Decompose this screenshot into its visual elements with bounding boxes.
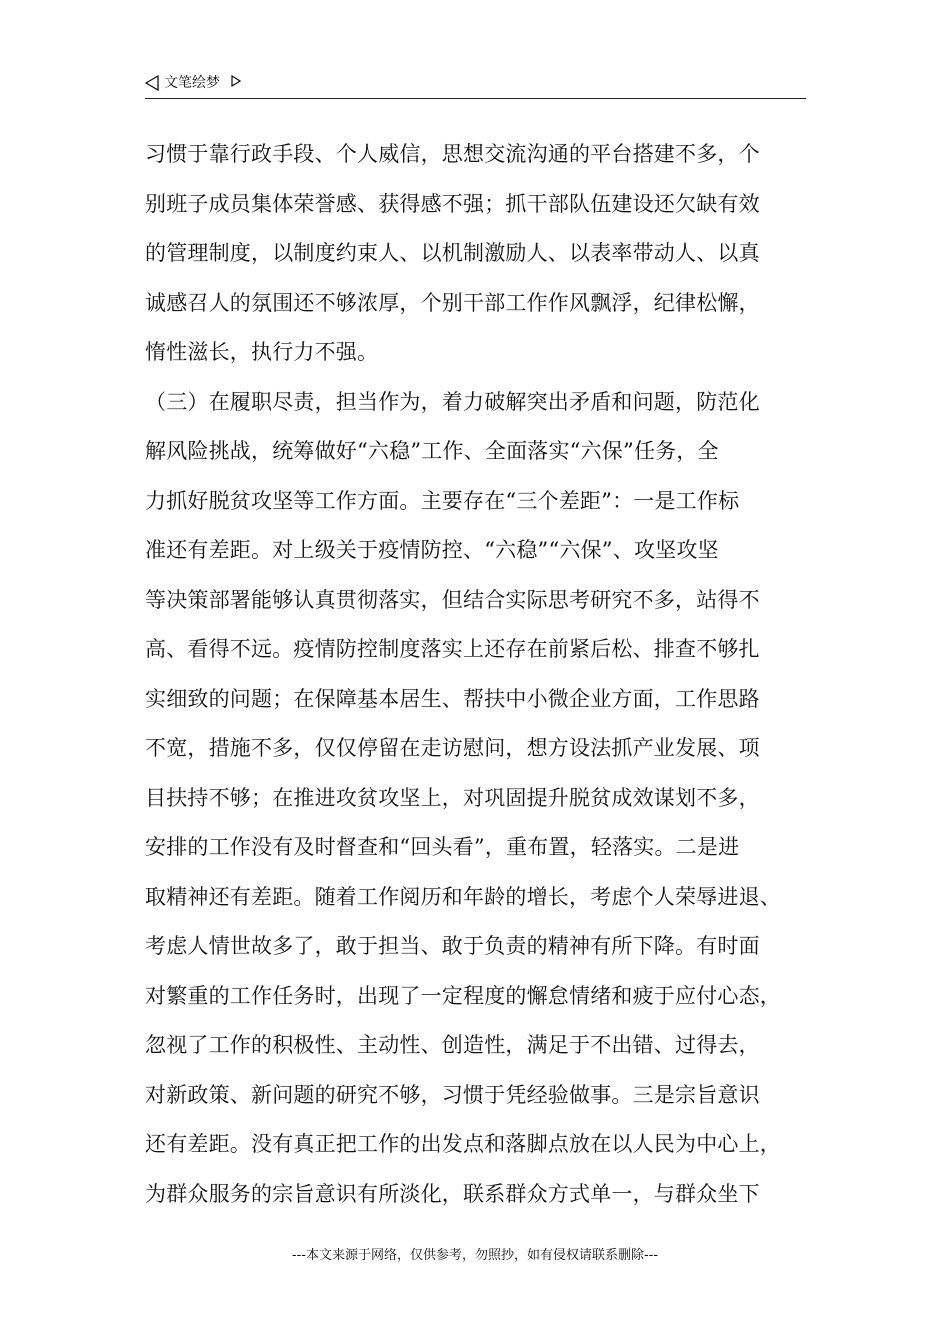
text-line: 考虑人情世故多了，敢于担当、敢于负责的精神有所下降。有时面: [145, 934, 760, 958]
text-line: 解风险挑战，统筹做好“六稳”工作、全面落实“六保”任务，全: [145, 439, 719, 463]
document-body: [145, 130, 815, 1219]
text-line: 为群众服务的宗旨意识有所淡化，联系群众方式单一，与群众坐下: [145, 1181, 760, 1206]
text-line: 等决策部署能够认真贯彻落实，但结合实际思考研究不多，站得不: [145, 587, 760, 612]
text-line: 对繁重的工作任务时，出现了一定程度的懈怠情绪和疲于应付心态，: [145, 983, 781, 1008]
text-line: 实细致的问题；在保障基本居生、帮扶中小微企业方面，工作思路: [145, 686, 760, 711]
text-line: 习惯于靠行政手段、个人威信，思想交流沟通的平台搭建不多，个: [145, 142, 760, 166]
text-line: 忽视了工作的积极性、主动性、创造性，满足于不出错、过得去，: [145, 1033, 760, 1057]
text-line: 目扶持不够；在推进攻贫攻坚上，对巩固提升脱贫成效谋划不多，: [145, 785, 760, 810]
text-line: 准还有差距。对上级关于疫情防控、“六稳”“六保”、攻坚攻坚: [145, 538, 719, 562]
text-line: 取精神还有差距。随着工作阅历和年龄的增长，考虑个人荣辱进退、: [145, 884, 781, 909]
text-line: 高、看得不远。疫情防控制度落实上还存在前紧后松、排查不够扎: [145, 637, 760, 661]
header-title: 文笔绘梦: [164, 75, 220, 91]
triangle-right-icon: [231, 75, 241, 87]
text-line: （三）在履职尽责，担当作为，着力破解突出矛盾和问题，防范化: [145, 389, 760, 414]
text-line: 惰性滋长，执行力不强。: [145, 340, 379, 364]
text-line: 不宽，措施不多，仅仅停留在走访慰问，想方设法抓产业发展、项: [145, 736, 760, 760]
text-line: 安排的工作没有及时督查和“回头看”，重布置，轻落实。二是进: [145, 835, 740, 859]
page-header: [145, 70, 806, 99]
text-line: 对新政策、新问题的研究不够，习惯于凭经验做事。三是宗旨意识: [145, 1082, 760, 1107]
text-line: 别班子成员集体荣誉感、获得感不强；抓干部队伍建设还欠缺有效: [145, 191, 760, 216]
text-line: 还有差距。没有真正把工作的出发点和落脚点放在以人民为中心上，: [145, 1132, 781, 1156]
triangle-left-icon: [145, 75, 159, 91]
text-line: 力抓好脱贫攻坚等工作方面。主要存在“三个差距”：一是工作标: [145, 488, 740, 513]
text-line: 的管理制度，以制度约束人、以机制激励人、以表率带动人、以真: [145, 241, 760, 265]
text-line: 诚感召人的氛围还不够浓厚，个别干部工作作风飘浮，纪律松懈，: [145, 290, 760, 315]
page-footer: ---本文来源于网络，仅供参考，勿照抄，如有侵权请联系删除---: [291, 1248, 659, 1263]
